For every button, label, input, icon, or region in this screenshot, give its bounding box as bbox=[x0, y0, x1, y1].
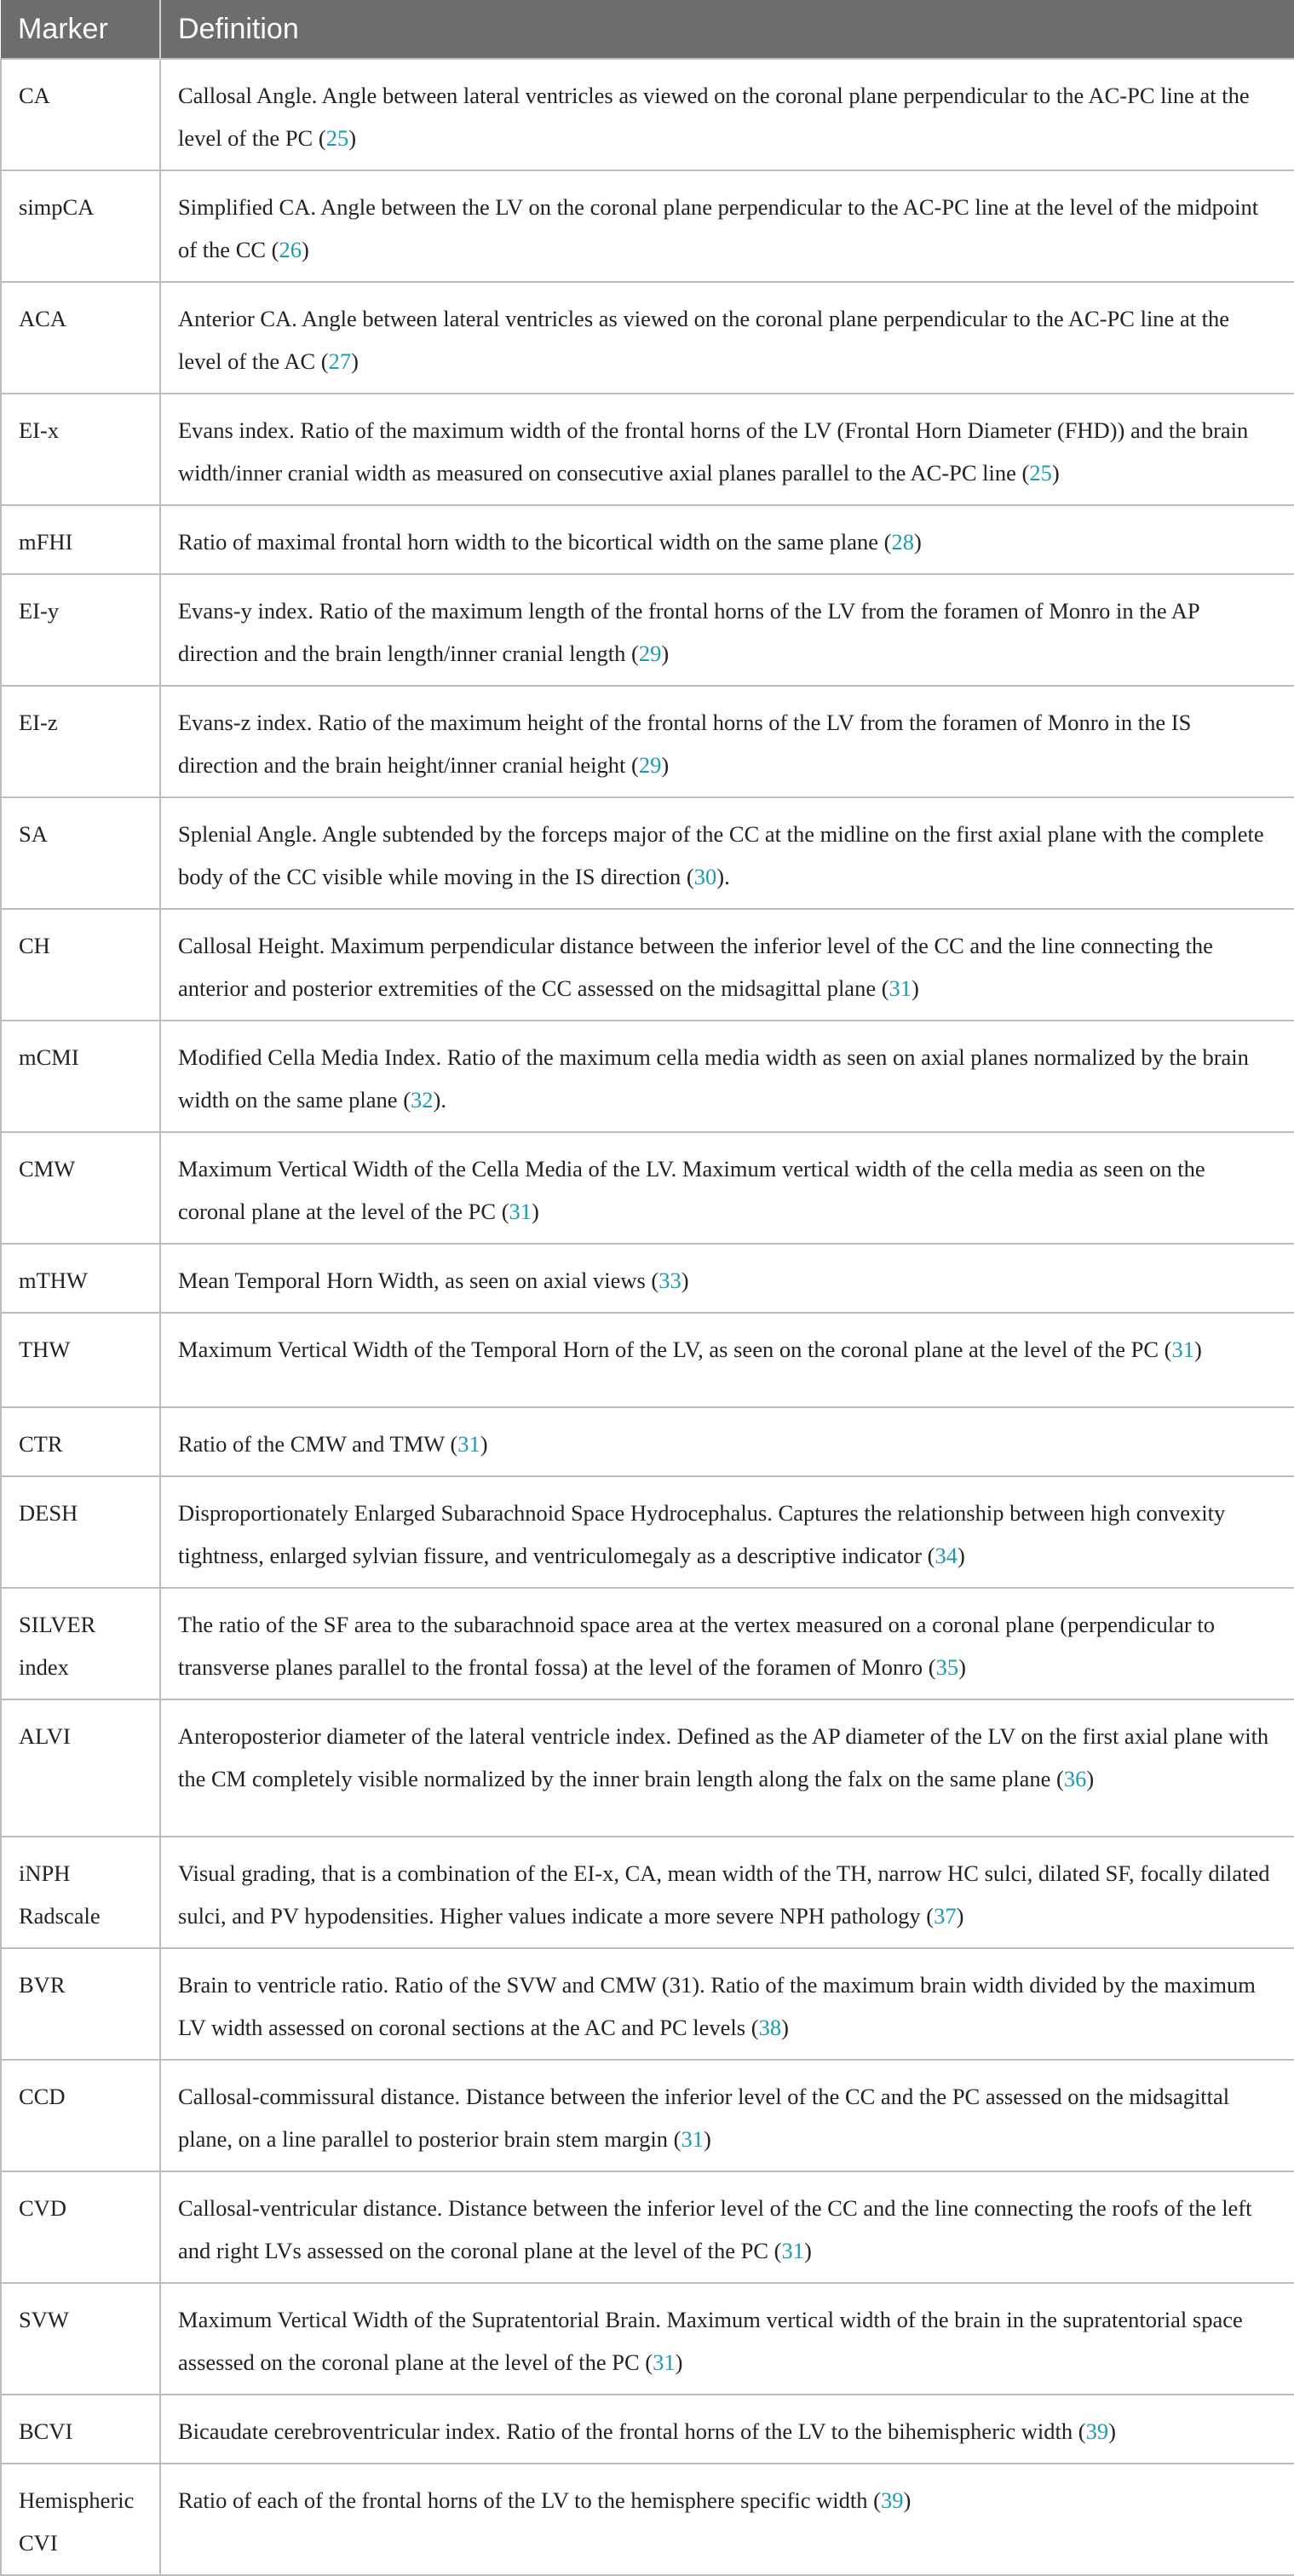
definition-cell bbox=[160, 1837, 1294, 1948]
definition-text: Evans-y index. Ratio of the maximum length of the frontal horns of the LV from the foramen of Monro in the AP direction and the brain length/inner cranial length ( bbox=[178, 598, 1199, 666]
table-row bbox=[1, 1407, 1294, 1476]
definition-end: ) bbox=[532, 1199, 539, 1224]
definition-cell bbox=[160, 2395, 1294, 2464]
table-row bbox=[1, 1837, 1294, 1948]
citation-link[interactable]: 25 bbox=[325, 125, 349, 151]
marker-cell: mFHI bbox=[1, 505, 160, 574]
definition-end: ) bbox=[957, 1543, 965, 1568]
marker-cell: SA bbox=[1, 797, 160, 909]
citation-link[interactable]: 36 bbox=[1063, 1766, 1087, 1791]
definition-text: Maximum Vertical Width of the Cella Media of the LV. Maximum vertical width of the cella media as seen on the coronal plane at the level of the PC ( bbox=[178, 1156, 1205, 1224]
definition-cell bbox=[160, 1244, 1294, 1313]
table-row bbox=[1, 2171, 1294, 2283]
citation-link[interactable]: 39 bbox=[1085, 2418, 1109, 2444]
citation-link[interactable]: 34 bbox=[935, 1543, 958, 1568]
table-row bbox=[1, 2060, 1294, 2171]
marker-cell: CCD bbox=[1, 2060, 160, 2171]
citation-link[interactable]: 31 bbox=[509, 1199, 532, 1224]
definition-cell bbox=[160, 1021, 1294, 1132]
marker-cell: iNPH Radscale bbox=[1, 1837, 160, 1948]
citation-link[interactable]: 32 bbox=[411, 1087, 434, 1113]
definition-end: ). bbox=[716, 864, 730, 889]
definition-cell bbox=[160, 282, 1294, 394]
definition-cell bbox=[160, 1313, 1294, 1407]
table-row bbox=[1, 1132, 1294, 1244]
table-row bbox=[1, 797, 1294, 909]
citation-link[interactable]: 31 bbox=[653, 2349, 676, 2375]
marker-cell: DESH bbox=[1, 1476, 160, 1588]
marker-cell: SVW bbox=[1, 2283, 160, 2395]
table-row bbox=[1, 574, 1294, 686]
definition-end: ) bbox=[1108, 2418, 1116, 2444]
definition-end: ) bbox=[703, 2126, 711, 2152]
definition-end: ) bbox=[1086, 1766, 1095, 1791]
definition-end: ) bbox=[903, 2487, 912, 2513]
marker-cell: SILVER index bbox=[1, 1588, 160, 1699]
citation-link[interactable]: 35 bbox=[935, 1654, 959, 1680]
table-row bbox=[1, 909, 1294, 1021]
definition-end: ) bbox=[661, 641, 670, 666]
definition-text: Brain to ventricle ratio. Ratio of the SVW and CMW (31). Ratio of the maximum brain width divided by the maximum LV width assessed on coronal sections at the AC and PC levels ( bbox=[178, 1972, 1256, 2040]
definition-end: ) bbox=[348, 125, 357, 151]
citation-link[interactable]: 39 bbox=[880, 2487, 904, 2513]
marker-cell: mCMI bbox=[1, 1021, 160, 1132]
definition-cell bbox=[160, 797, 1294, 909]
marker-cell: CTR bbox=[1, 1407, 160, 1476]
definition-end: ) bbox=[958, 1654, 966, 1680]
definition-cell bbox=[160, 1476, 1294, 1588]
definition-end: ) bbox=[913, 529, 922, 555]
marker-cell: Hemispheric CVI bbox=[1, 2464, 160, 2575]
marker-cell: THW bbox=[1, 1313, 160, 1407]
definition-end: ) bbox=[803, 2238, 812, 2263]
table-row bbox=[1, 1244, 1294, 1313]
citation-link[interactable]: 25 bbox=[1029, 460, 1052, 486]
definition-cell bbox=[160, 686, 1294, 797]
table-row bbox=[1, 394, 1294, 505]
definition-text: Simplified CA. Angle between the LV on the coronal plane perpendicular to the AC-PC line at the level of the midpoint of the CC ( bbox=[178, 194, 1259, 262]
definition-cell bbox=[160, 1699, 1294, 1837]
citation-link[interactable]: 37 bbox=[934, 1903, 957, 1929]
definition-cell bbox=[160, 1132, 1294, 1244]
citation-link[interactable]: 31 bbox=[781, 2238, 804, 2263]
marker-cell: ACA bbox=[1, 282, 160, 394]
definition-text: Callosal-ventricular distance. Distance between the inferior level of the CC and the line connecting the roofs of the left and right LVs assessed on the coronal plane at the level of the PC ( bbox=[178, 2195, 1252, 2263]
table-row bbox=[1, 686, 1294, 797]
definition-text: Visual grading, that is a combination of the EI-x, CA, mean width of the TH, narrow HC sulci, dilated SF, focally dilated sulci, and PV hypodensities. Higher values indicate a more severe NPH pathology ( bbox=[178, 1860, 1270, 1929]
definition-end: ). bbox=[433, 1087, 446, 1113]
definition-end: ) bbox=[351, 348, 359, 374]
definition-text: Callosal Angle. Angle between lateral ventricles as viewed on the coronal plane perpendicular to the AC-PC line at the level of the PC ( bbox=[178, 83, 1250, 151]
definition-cell bbox=[160, 2060, 1294, 2171]
definition-text: Anteroposterior diameter of the lateral ventricle index. Defined as the AP diameter of the LV on the first axial plane with the CM completely visible normalized by the inner brain length along the falx on the same plane ( bbox=[178, 1723, 1269, 1791]
marker-cell: mTHW bbox=[1, 1244, 160, 1313]
marker-column-header: Marker bbox=[1, 0, 160, 59]
table-row bbox=[1, 1021, 1294, 1132]
definition-cell bbox=[160, 170, 1294, 282]
table-row bbox=[1, 170, 1294, 282]
definition-cell bbox=[160, 2464, 1294, 2575]
table-row bbox=[1, 2464, 1294, 2575]
definition-end: ) bbox=[675, 2349, 683, 2375]
table-row bbox=[1, 1476, 1294, 1588]
table-row bbox=[1, 282, 1294, 394]
definition-end: ) bbox=[661, 752, 670, 778]
definition-cell bbox=[160, 394, 1294, 505]
table-row bbox=[1, 1313, 1294, 1407]
definition-end: ) bbox=[302, 237, 309, 262]
citation-link[interactable]: 29 bbox=[638, 641, 662, 666]
definition-end: ) bbox=[956, 1903, 964, 1929]
marker-cell: BCVI bbox=[1, 2395, 160, 2464]
marker-cell: EI-x bbox=[1, 394, 160, 505]
definition-cell bbox=[160, 2171, 1294, 2283]
definition-end: ) bbox=[912, 975, 919, 1001]
definition-end: ) bbox=[681, 1268, 689, 1293]
definition-text: Disproportionately Enlarged Subarachnoid Space Hydrocephalus. Captures the relationship between high convexity tightness, enlarged sylvian fissure, and ventriculomegaly as a descriptive indicator ( bbox=[178, 1500, 1226, 1568]
definition-cell bbox=[160, 574, 1294, 686]
definition-text: Maximum Vertical Width of the Temporal Horn of the LV, as seen on the coronal plane at the level of the PC ( bbox=[178, 1337, 1172, 1362]
table-row bbox=[1, 505, 1294, 574]
definition-text: Ratio of the CMW and TMW ( bbox=[178, 1431, 458, 1457]
marker-cell: CA bbox=[1, 59, 160, 170]
definition-cell bbox=[160, 1407, 1294, 1476]
definition-text: Bicaudate cerebroventricular index. Ratio of the frontal horns of the LV to the bihemispheric width ( bbox=[178, 2418, 1086, 2444]
table-row bbox=[1, 59, 1294, 170]
definition-text: Mean Temporal Horn Width, as seen on axial views ( bbox=[178, 1268, 659, 1293]
definition-end: ) bbox=[480, 1431, 488, 1457]
definition-text: Ratio of each of the frontal horns of the LV to the hemisphere specific width ( bbox=[178, 2487, 881, 2513]
marker-cell: ALVI bbox=[1, 1699, 160, 1837]
citation-link[interactable]: 31 bbox=[457, 1431, 480, 1457]
citation-link[interactable]: 31 bbox=[681, 2126, 704, 2152]
definition-text: Ratio of maximal frontal horn width to the bicortical width on the same plane ( bbox=[178, 529, 892, 555]
marker-cell: EI-y bbox=[1, 574, 160, 686]
table-row bbox=[1, 1588, 1294, 1699]
marker-cell: CVD bbox=[1, 2171, 160, 2283]
definition-text: Evans-z index. Ratio of the maximum height of the frontal horns of the LV from the foramen of Monro in the IS direction and the brain height/inner cranial height ( bbox=[178, 710, 1192, 778]
citation-link[interactable]: 31 bbox=[1171, 1337, 1194, 1362]
citation-link[interactable]: 30 bbox=[693, 864, 717, 889]
definition-text: Maximum Vertical Width of the Supratentorial Brain. Maximum vertical width of the brain in the supratentorial space assessed on the coronal plane at the level of the PC ( bbox=[178, 2307, 1243, 2375]
marker-cell: EI-z bbox=[1, 686, 160, 797]
citation-link[interactable]: 29 bbox=[638, 752, 662, 778]
definition-cell bbox=[160, 1588, 1294, 1699]
marker-cell: simpCA bbox=[1, 170, 160, 282]
definition-text: Modified Cella Media Index. Ratio of the maximum cella media width as seen on axial planes normalized by the brain width on the same plane ( bbox=[178, 1044, 1249, 1113]
definition-text: The ratio of the SF area to the subarachnoid space area at the vertex measured on a coronal plane (perpendicular to transverse planes parallel to the frontal fossa) at the level of the foramen of Monro ( bbox=[178, 1612, 1215, 1680]
definition-end: ) bbox=[1194, 1337, 1202, 1362]
citation-link[interactable]: 31 bbox=[889, 975, 912, 1001]
marker-cell: CMW bbox=[1, 1132, 160, 1244]
table-row bbox=[1, 2395, 1294, 2464]
definition-text: Callosal Height. Maximum perpendicular distance between the inferior level of the CC and the line connecting the anterior and posterior extremities of the CC assessed on the midsagittal plane ( bbox=[178, 933, 1213, 1001]
citation-link[interactable]: 28 bbox=[891, 529, 914, 555]
definition-end: ) bbox=[781, 2015, 789, 2040]
marker-cell: CH bbox=[1, 909, 160, 1021]
table-body bbox=[1, 59, 1294, 2575]
definition-cell bbox=[160, 2283, 1294, 2395]
citation-link[interactable]: 33 bbox=[659, 1268, 682, 1293]
table-row bbox=[1, 1699, 1294, 1837]
definition-text: Anterior CA. Angle between lateral ventricles as viewed on the coronal plane perpendicular to the AC-PC line at the level of the AC ( bbox=[178, 306, 1230, 374]
definition-cell bbox=[160, 59, 1294, 170]
definition-cell bbox=[160, 505, 1294, 574]
marker-cell: BVR bbox=[1, 1948, 160, 2060]
definition-text: Evans index. Ratio of the maximum width of the frontal horns of the LV (Frontal Horn Diameter (FHD)) and the brain width/inner cranial width as measured on consecutive axial planes parallel to the AC-PC line ( bbox=[178, 417, 1249, 486]
table-header-row bbox=[1, 0, 1294, 59]
definition-cell bbox=[160, 909, 1294, 1021]
citation-link[interactable]: 26 bbox=[279, 237, 302, 262]
definition-cell bbox=[160, 1948, 1294, 2060]
table-row bbox=[1, 2283, 1294, 2395]
definition-column-header: Definition bbox=[160, 0, 1294, 59]
table-row bbox=[1, 1948, 1294, 2060]
citation-link[interactable]: 38 bbox=[758, 2015, 782, 2040]
definition-text: Splenial Angle. Angle subtended by the forceps major of the CC at the midline on the first axial plane with the complete body of the CC visible while moving in the IS direction ( bbox=[178, 821, 1264, 889]
definition-end: ) bbox=[1051, 460, 1060, 486]
citation-link[interactable]: 27 bbox=[328, 348, 352, 374]
definition-text: Callosal-commissural distance. Distance between the inferior level of the CC and the PC assessed on the midsagittal plane, on a line parallel to posterior brain stem margin ( bbox=[178, 2084, 1230, 2152]
